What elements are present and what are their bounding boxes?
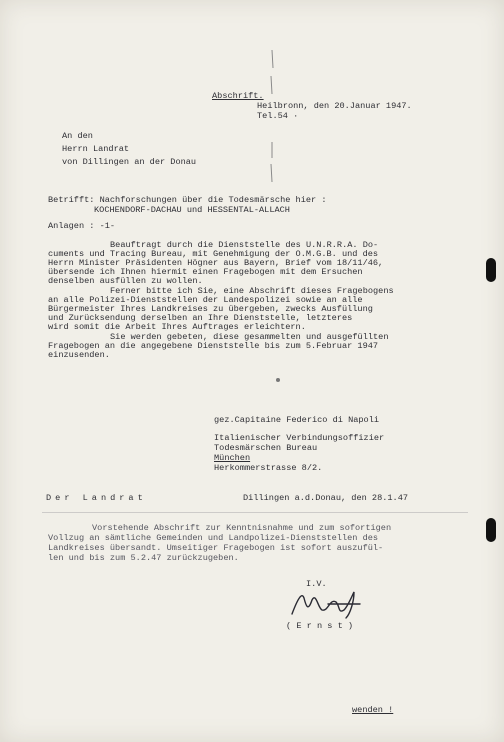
body-line: Fragebogen an die angegebene Dienststelle bis zum 5.Februar 1947 — [48, 341, 379, 351]
body-line: cuments und Tracing Bureau, mit Genehmigung der O.M.G.B. und des — [48, 249, 379, 259]
telephone: Tel.54 · — [257, 111, 299, 121]
body-line: übersende ich Ihnen hiermit einen Fragebogen mit dem Ersuchen — [48, 267, 363, 277]
body-line: Sie werden gebeten, diese gesammelten und ausgefüllten — [110, 332, 389, 342]
body-line: Bürgermeister Ihres Landkreises zu übergeben, zwecks Ausfüllung — [48, 304, 373, 314]
recipient-line-2: Herrn Landrat — [62, 144, 130, 154]
landrat-line: Landkreises übersandt. Umseitiger Fragebogen ist sofort auszufül- — [48, 543, 384, 553]
subject-line-1: Betrifft: Nachforschungen über die Todesmärsche hier : — [48, 195, 327, 205]
recipient-line-1: An den — [62, 131, 93, 141]
iv-label: I.V. — [306, 579, 327, 589]
recipient-line-3: von Dillingen an der Donau — [62, 157, 197, 167]
body-line: und Zurücksendung derselben an Ihre Dienststelle, letzteres — [48, 313, 353, 323]
body-line: Beauftragt durch die Dienststelle des U.N.R.R.A. Do- — [110, 240, 379, 250]
signature-line-5: Herkommerstrasse 8/2. — [214, 463, 323, 473]
landrat-place-date: Dillingen a.d.Donau, den 28.1.47 — [243, 493, 409, 503]
subject-line-2: KOCHENDORF-DACHAU und HESSENTAL-ALLACH — [94, 205, 290, 215]
body-line: Ferner bitte ich Sie, eine Abschrift dieses Fragebogens — [110, 286, 394, 296]
landrat-label: Der Landrat — [46, 493, 147, 503]
wenden-note: wenden ! — [352, 705, 394, 715]
pencil-mark-icon — [266, 48, 278, 98]
punch-hole-upper — [486, 258, 496, 282]
signature-line-4: München — [214, 453, 251, 463]
signature-line-2: Italienischer Verbindungsoffizier — [214, 433, 385, 443]
body-line: Herrn Minister Präsidenten Högner aus Bayern, Brief vom 18/11/46, — [48, 258, 384, 268]
place-date: Heilbronn, den 20.Januar 1947. — [257, 101, 412, 111]
body-line: denselben ausfüllen zu wollen. — [48, 276, 203, 286]
landrat-line: len und bis zum 5.2.47 zurückzugeben. — [48, 553, 239, 563]
handwritten-signature-icon — [288, 588, 368, 622]
landrat-line: Vorstehende Abschrift zur Kenntnisnahme und zum sofortigen — [92, 523, 392, 533]
pencil-mark-icon — [266, 140, 278, 190]
separator-rule — [42, 512, 468, 513]
body-line: einzusenden. — [48, 350, 110, 360]
landrat-line: Vollzug an sämtliche Gemeinden und Landpolizei-Dienststellen des — [48, 533, 379, 543]
body-line: an alle Polizei-Dienststellen der Landespolizei sowie an alle — [48, 295, 363, 305]
signature-line-3: Todesmärschen Bureau — [214, 443, 318, 453]
abschrift-title: Abschrift. — [212, 91, 264, 101]
body-line: wird somit die Arbeit Ihres Auftrages erleichtern. — [48, 322, 306, 332]
small-hole-mark — [276, 378, 280, 382]
signer-name: ( E r n s t ) — [286, 621, 354, 631]
attachments: Anlagen : -1- — [48, 221, 116, 231]
punch-hole-lower — [486, 518, 496, 542]
signature-line-1: gez.Capitaine Federico di Napoli — [214, 415, 380, 425]
